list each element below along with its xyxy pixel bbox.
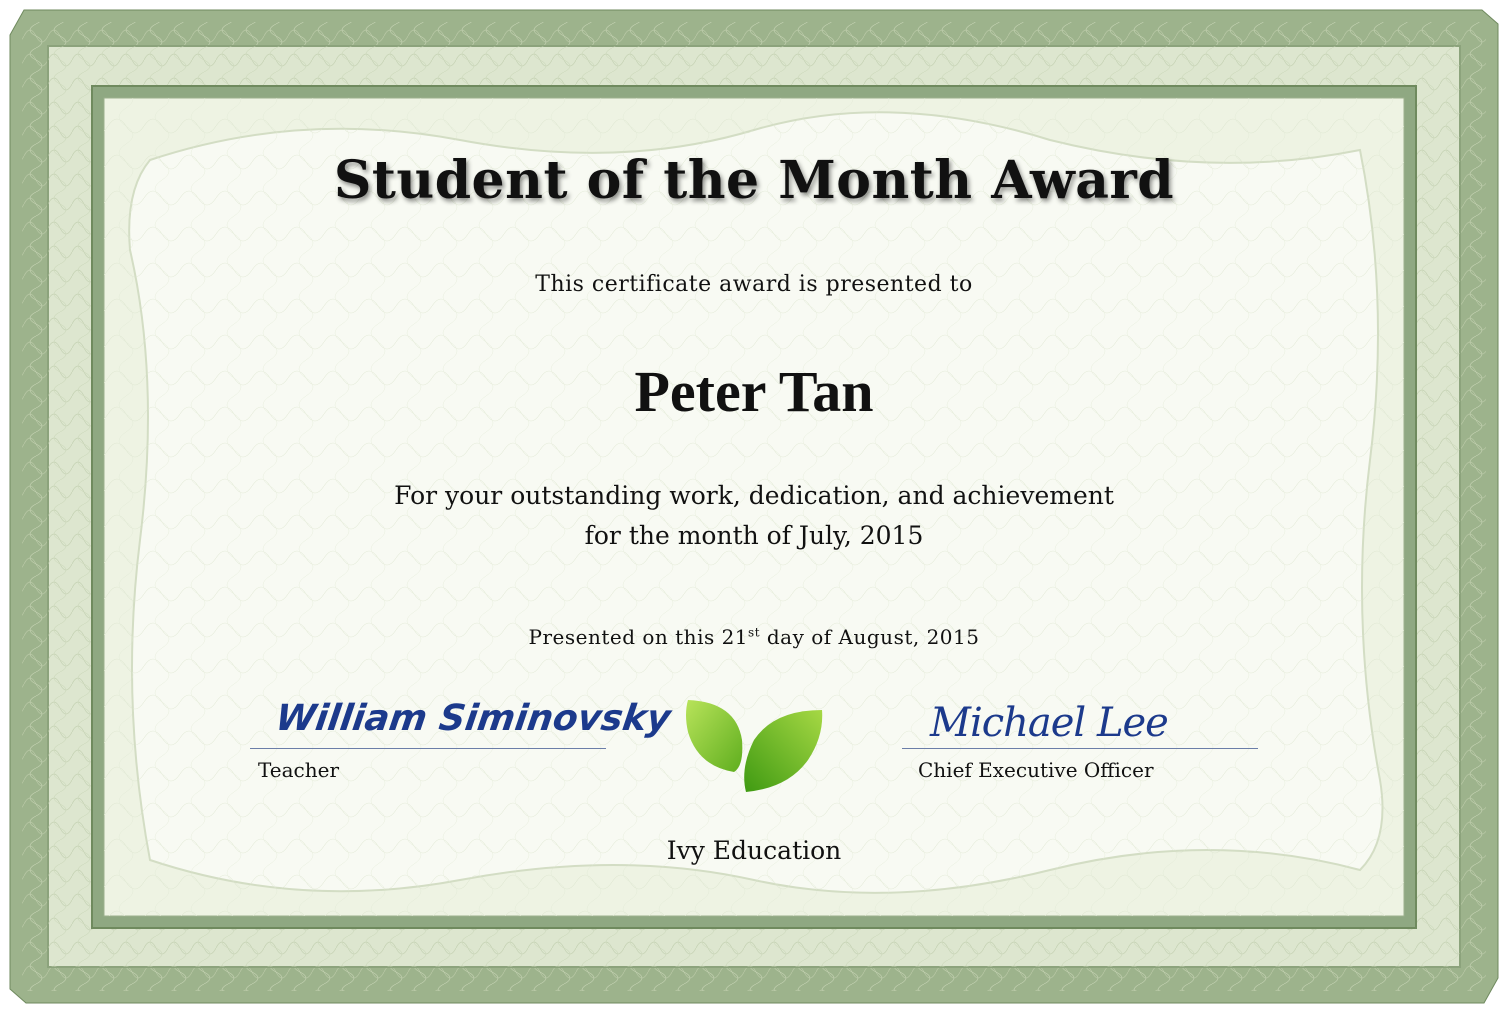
ceo-title: Chief Executive Officer xyxy=(918,758,1154,782)
presented-date-ordinal: st xyxy=(748,625,761,640)
presentation-intro: This certificate award is presented to xyxy=(535,272,973,297)
leaf-logo-icon xyxy=(684,696,826,796)
teacher-signature-line xyxy=(250,748,606,749)
ceo-signature: Michael Lee xyxy=(930,700,1168,746)
recipient-name: Peter Tan xyxy=(634,359,874,424)
organization-name: Ivy Education xyxy=(666,836,842,865)
award-reason-line-1: For your outstanding work, dedication, and achievement xyxy=(394,481,1114,510)
award-reason xyxy=(0,476,1508,556)
ceo-signature-line xyxy=(902,748,1258,749)
presented-date-rest: day of August, 2015 xyxy=(760,625,980,649)
presented-date xyxy=(0,625,1508,649)
presented-date-prefix: Presented on this 21 xyxy=(528,625,749,649)
certificate-title: Student of the Month Award xyxy=(333,150,1175,211)
award-reason-line-2: for the month of July, 2015 xyxy=(584,521,924,550)
teacher-title: Teacher xyxy=(258,758,340,782)
teacher-signature: William Siminovsky xyxy=(273,698,674,739)
